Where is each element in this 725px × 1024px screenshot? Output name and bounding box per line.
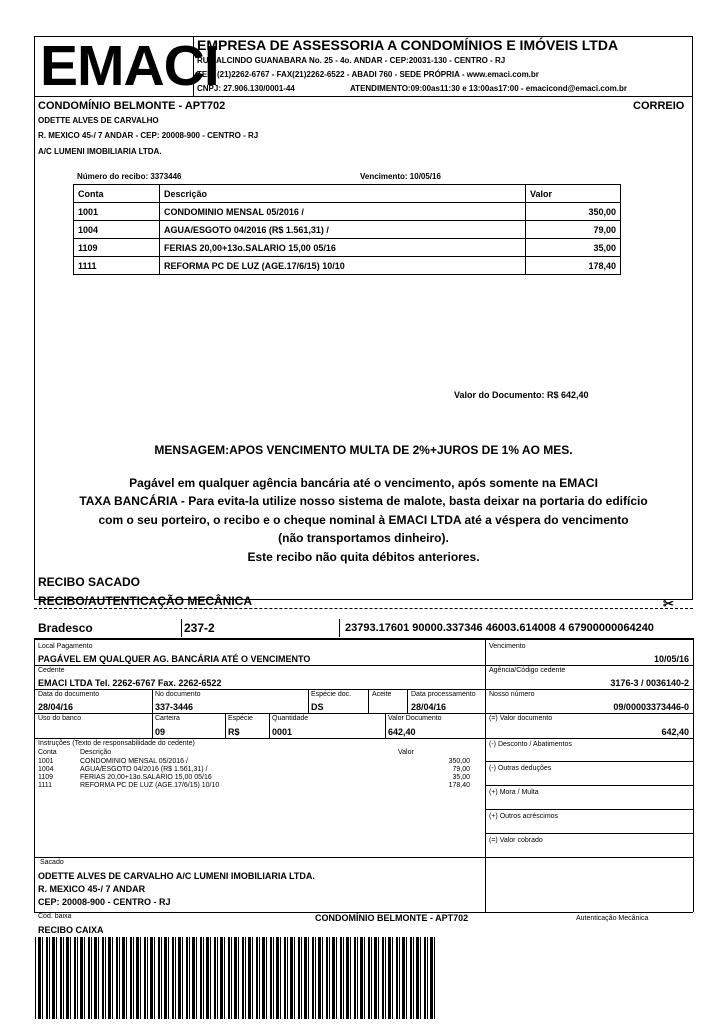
instr-conta: 1004 xyxy=(38,766,54,773)
data-doc-value: 28/04/16 xyxy=(38,702,74,712)
item-descricao: AGUA/ESGOTO 04/2016 (R$ 1.561,31) / xyxy=(160,221,526,239)
company-address: RUA ALCINDO GUANABARA No. 25 - 4o. ANDAR - CEP:20031-130 - CENTRO - RJ xyxy=(197,56,506,65)
especie-doc-value: DS xyxy=(311,702,324,712)
late-fee-message: MENSAGEM:APOS VENCIMENTO MULTA DE 2%+JUROS DE 1% AO MES. xyxy=(154,443,573,457)
grid-line xyxy=(693,638,694,912)
autenticacao-mecanica-label: Autenticação Mecânica xyxy=(576,915,649,922)
outras-deducoes-label: (-) Outras deduções xyxy=(489,765,552,772)
instr-conta: 1109 xyxy=(38,774,54,781)
grid-line xyxy=(34,638,693,640)
instr-valor: 79,00 xyxy=(452,766,470,773)
instr-valor-header: Valor xyxy=(398,749,414,756)
company-phones: TEL: (21)2262-6767 - FAX(21)2262-6522 - ABADI 760 - SEDE PRÓPRIA - www.emaci.com.br xyxy=(197,70,539,79)
company-name: EMPRESA DE ASSESSORIA A CONDOMÍNIOS E IMÓVEIS LTDA xyxy=(197,37,619,53)
especie-doc-label: Espécie doc. xyxy=(311,691,352,698)
item-valor: 79,00 xyxy=(526,221,621,239)
company-hours: ATENDIMENTO:09:00as11:30 e 13:00as17:00 - emacicond@emaci.com.br xyxy=(350,84,627,93)
logo-divider xyxy=(193,36,194,96)
data-proc-value: 28/04/16 xyxy=(411,702,447,712)
receipt-number: Número do recibo: 3373446 xyxy=(77,172,182,181)
col-valor-header: Valor xyxy=(526,185,621,203)
sacado-name: ODETTE ALVES DE CARVALHO A/C LUMENI IMOBILIARIA LTDA. xyxy=(38,871,315,881)
instr-valor: 178,40 xyxy=(448,782,470,789)
instr-desc: AGUA/ESGOTO 04/2016 (R$ 1.561,31) / xyxy=(80,766,208,773)
payment-message-3: com o seu porteiro, o recibo e o cheque nominal à EMACI LTDA até a véspera do vencimento xyxy=(98,513,629,527)
item-descricao: FERIAS 20,00+13o.SALARIO 15,00 05/16 xyxy=(160,239,526,257)
nosso-numero-value: 09/00003373446-0 xyxy=(613,702,689,712)
data-doc-label: Data do documento xyxy=(38,691,100,698)
digitable-line: 23793.17601 90000.337346 46003.614008 4 67900000064240 xyxy=(345,622,654,634)
instr-conta: 1111 xyxy=(38,782,53,789)
item-conta: 1109 xyxy=(74,239,160,257)
valor-doc-value: 642,40 xyxy=(388,727,416,737)
grid-line xyxy=(407,689,408,713)
instr-valor: 350,00 xyxy=(448,758,470,765)
especie-value: R$ xyxy=(228,727,240,737)
delivery-method: CORREIO xyxy=(633,100,685,112)
item-descricao: REFORMA PC DE LUZ (AGE.17/6/15) 10/10 xyxy=(160,257,526,275)
grid-line xyxy=(308,689,309,713)
grid-line xyxy=(485,638,486,912)
nosso-numero-label: Nosso número xyxy=(489,691,535,698)
grid-line xyxy=(225,713,226,738)
footer-condo: CONDOMÍNIO BELMONTE - APT702 xyxy=(315,913,469,923)
recipient-care-of: A/C LUMENI IMOBILIARIA LTDA. xyxy=(38,147,162,156)
cod-baixa-label: Cód. baixa xyxy=(38,913,72,920)
table-row xyxy=(74,203,621,221)
valor-doc-label: Valor Documento xyxy=(388,715,442,722)
sacado-label: Sacado xyxy=(40,859,64,866)
payment-message-1: Pagável em qualquer agência bancária até o vencimento, após somente na EMACI xyxy=(129,476,598,490)
bank-code: 237-2 xyxy=(184,621,215,635)
item-conta: 1004 xyxy=(74,221,160,239)
instr-desc: CONDOMINIO MENSAL 05/2016 / xyxy=(80,758,188,765)
table-row xyxy=(74,257,621,275)
item-valor: 35,00 xyxy=(526,239,621,257)
sacado-address: R. MEXICO 45-/ 7 ANDAR xyxy=(38,884,146,894)
cut-line xyxy=(34,608,693,609)
col-descricao-header: Descrição xyxy=(160,185,526,203)
items-table xyxy=(73,184,621,275)
mora-label: (+) Mora / Multa xyxy=(489,789,539,796)
instrucoes-label: Instruções (Texto de responsabilidade do cedente) xyxy=(38,740,195,747)
payment-message-4: (não transportamos dinheiro). xyxy=(278,531,449,545)
eq-valor-doc-label: (=) Valor documento xyxy=(489,715,553,722)
scissors-icon: ✂ xyxy=(663,596,674,611)
valor-cobrado-label: (=) Valor cobrado xyxy=(489,837,543,844)
grid-line xyxy=(34,638,35,912)
grid-line xyxy=(485,761,693,762)
item-conta: 1111 xyxy=(74,257,160,275)
grid-line xyxy=(34,738,693,739)
data-proc-label: Data processamento xyxy=(411,691,476,698)
bank-divider-1 xyxy=(181,619,182,637)
uso-banco-label: Uso do banco xyxy=(38,715,82,722)
company-cnpj: CNPJ: 27.906.130/0001-44 xyxy=(197,84,295,93)
instr-desc: FERIAS 20,00+13o.SALARIO 15,00 05/16 xyxy=(80,774,212,781)
carteira-label: Carteira xyxy=(155,715,180,722)
table-row xyxy=(74,239,621,257)
quantidade-label: Quantidade xyxy=(272,715,309,722)
instr-valor: 35,00 xyxy=(452,774,470,781)
grid-line xyxy=(368,689,369,713)
recipient-name: ODETTE ALVES DE CARVALHO xyxy=(38,116,159,125)
agencia-label: Agência/Código cedente xyxy=(489,667,566,674)
bank-divider-2 xyxy=(339,619,340,637)
grid-line xyxy=(152,689,153,738)
instr-desc: REFORMA PC DE LUZ (AGE.17/6/15) 10/10 xyxy=(80,782,220,789)
item-conta: 1001 xyxy=(74,203,160,221)
autenticacao-label: RECIBO/AUTENTICAÇÃO MECÂNICA xyxy=(38,594,252,608)
recibo-caixa-label: RECIBO CAIXA xyxy=(38,925,104,935)
barcode xyxy=(35,937,435,1019)
recipient-address: R. MEXICO 45-/ 7 ANDAR - CEP: 20008-900 - CENTRO - RJ xyxy=(38,131,259,140)
vencimento-value: 10/05/16 xyxy=(653,654,689,664)
header-divider xyxy=(34,96,693,97)
item-valor: 350,00 xyxy=(526,203,621,221)
grid-line xyxy=(269,713,270,738)
local-pagamento: PAGÁVEL EM QUALQUER AG. BANCÁRIA ATÉ O VENCIMENTO xyxy=(38,654,311,664)
grid-line xyxy=(34,857,693,858)
carteira-value: 09 xyxy=(155,727,166,737)
grid-line xyxy=(34,713,693,714)
outros-acrescimos-label: (+) Outros acréscimos xyxy=(489,813,559,820)
document-total: Valor do Documento: R$ 642,40 xyxy=(454,390,589,400)
no-doc-value: 337-3446 xyxy=(155,702,194,712)
recibo-sacado-label: RECIBO SACADO xyxy=(38,575,141,589)
cedente-value: EMACI LTDA Tel. 2262-6767 Fax. 2262-6522 xyxy=(38,678,222,688)
vencimento-label: Vencimento xyxy=(489,643,526,650)
table-row xyxy=(74,221,621,239)
aceite-label: Aceite xyxy=(372,691,392,698)
payment-message-5: Este recibo não quita débitos anteriores. xyxy=(247,550,480,564)
grid-line xyxy=(485,809,693,810)
cedente-label: Cedente xyxy=(38,667,65,674)
instr-conta: 1001 xyxy=(38,758,54,765)
grid-line xyxy=(485,785,693,786)
items-header-row xyxy=(74,185,621,203)
quantidade-value: 0001 xyxy=(272,727,293,737)
grid-line xyxy=(485,833,693,834)
bank-name: Bradesco xyxy=(38,621,93,635)
emaci-logo: EMACI xyxy=(40,34,219,98)
sacado-cep: CEP: 20008-900 - CENTRO - RJ xyxy=(38,897,171,907)
receipt-due-date: Vencimento: 10/05/16 xyxy=(360,172,441,181)
grid-line xyxy=(34,689,693,690)
especie-label: Espécie xyxy=(228,715,253,722)
item-valor: 178,40 xyxy=(526,257,621,275)
condo-title: CONDOMÍNIO BELMONTE - APT702 xyxy=(38,100,226,112)
instr-conta-header: Conta xyxy=(38,749,57,756)
agencia-value: 3176-3 / 0036140-2 xyxy=(610,678,689,688)
col-conta-header: Conta xyxy=(74,185,160,203)
instr-desc-header: Descrição xyxy=(80,749,112,756)
desconto-label: (-) Desconto / Abatimentos xyxy=(489,741,572,748)
no-doc-label: No documento xyxy=(155,691,201,698)
grid-line xyxy=(385,713,386,738)
eq-valor-doc-value: 642,40 xyxy=(661,727,689,737)
item-descricao: CONDOMINIO MENSAL 05/2016 / xyxy=(160,203,526,221)
grid-line xyxy=(34,665,693,666)
payment-message-2: TAXA BANCÁRIA - Para evita-la utilize nosso sistema de malote, basta deixar na portaria do edifício xyxy=(79,494,648,508)
local-pagamento-label: Local Pagamento xyxy=(38,643,93,650)
